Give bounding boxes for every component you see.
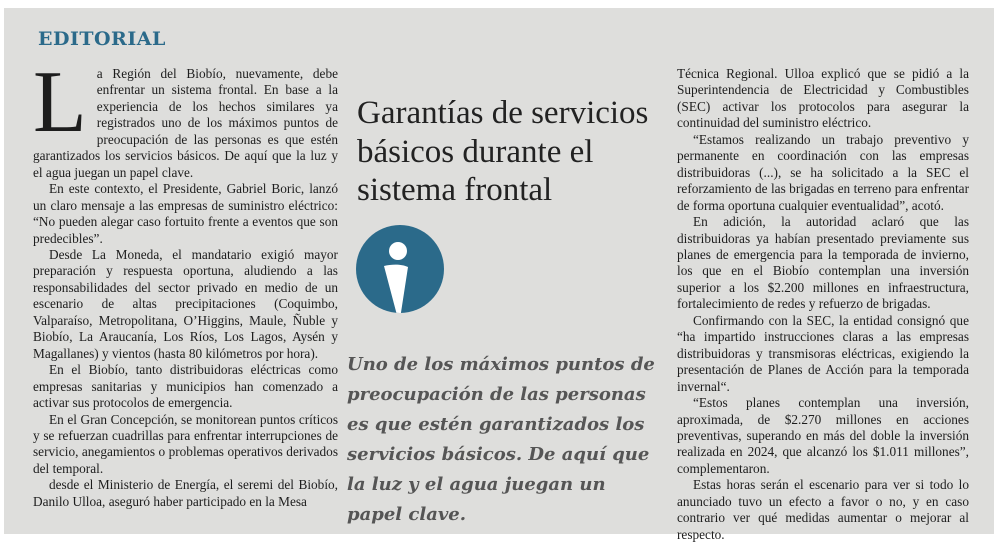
body-paragraph: “Estos planes contemplan una inversión, aproximada, de $2.270 millones en acciones preventivas, superando en más del doble la inversión realizada en 2024, que alcanzó los $1.011 millones”, complementaron. [677,395,969,476]
body-paragraph: Desde La Moneda, el mandatario exigió mayor preparación y respuesta oportuna, aludiendo a las responsabilidades del sector privado en medio de un escenario de altas precipitaciones (Coquimbo, Valparaíso, Metropolitana, O’Higgins, Maule, Ñuble y Biobío, La Araucanía, Los Ríos, Los Lagos, Aysén y Magallanes) y vientos (hasta 80 kilómetros por hora). [33,246,338,361]
body-paragraph: En el Biobío, tanto distribuidoras eléctricas como empresas sanitarias y municipios han comenzado a activar sus protocolos de emergencia. [33,362,338,411]
pull-quote: Uno de los máximos puntos de preocupación de las personas es que estén garantizados los servicios básicos. De aquí que la luz y el agua juegan un papel clave. [347,354,655,525]
body-paragraph: En el Gran Concepción, se monitorean puntos críticos y se refuerzan cuadrillas para enfrentar interrupciones de servicio, anegamientos o problemas operativos derivados del temporal. [33,411,338,476]
article-column-right [677,66,969,543]
info-icon [354,223,446,315]
headline: Garantías de servicios básicos durante el sistema frontal [357,95,649,209]
body-paragraph: Técnica Regional. Ulloa explicó que se pidió a la Superintendencia de Electricidad y Combustibles (SEC) activar los protocolos para asegurar la continuidad del suministro eléctrico. [677,66,969,131]
body-paragraph: En adición, la autoridad aclaró que las distribuidoras ya habían presentado previamente sus planes de emergencia para la temporada de invierno, los que en el Biobío contemplan una inversión superior a los $2.200 millones en infraestructura, fortalecimiento de redes y refuerzo de brigadas. [677,214,969,312]
section-label: EDITORIAL [38,28,166,50]
article-column-left [33,54,338,510]
body-paragraph: Estas horas serán el escenario para ver si todo lo anunciado tuvo un efecto a favor o no, y en caso contrario ver qué medidas aumentar o mejorar al respecto. [677,477,969,542]
body-paragraph: Confirmando con la SEC, la entidad consignó que “ha impartido instrucciones claras a las empresas distribuidoras y transmisoras eléctricas, exigiendo la presentación de Planes de Acción para la temporada invernal“. [677,312,969,394]
body-paragraph: desde el Ministerio de Energía, el seremi del Biobío, Danilo Ulloa, aseguró haber participado en la Mesa [33,477,338,509]
body-paragraph: “Estamos realizando un trabajo preventivo y permanente en coordinación con las empresas distribuidoras (...), se ha solicitado a la SEC el reforzamiento de las brigadas en terreno para enfrentar de forma oportuna cualquier eventualidad”, acotó. [677,131,969,213]
lead-paragraph [33,54,338,181]
drop-cap: L [33,54,87,151]
editorial-page [4,8,994,542]
lead-text: a Región del Biobío, nuevamente, debe enfrentar un sistema frontal. En base a la experiencia de los hechos similares ya registrados uno de los máximos puntos de preocupación de las personas es que estén garantizados los servicios básicos. De aquí que la luz y el agua juegan un papel clave. [33,66,338,180]
body-paragraph: En este contexto, el Presidente, Gabriel Boric, lanzó un claro mensaje a las empresas de suministro eléctrico: “No pueden alegar caso fortuito frente a eventos que son predecibles”. [33,181,338,246]
